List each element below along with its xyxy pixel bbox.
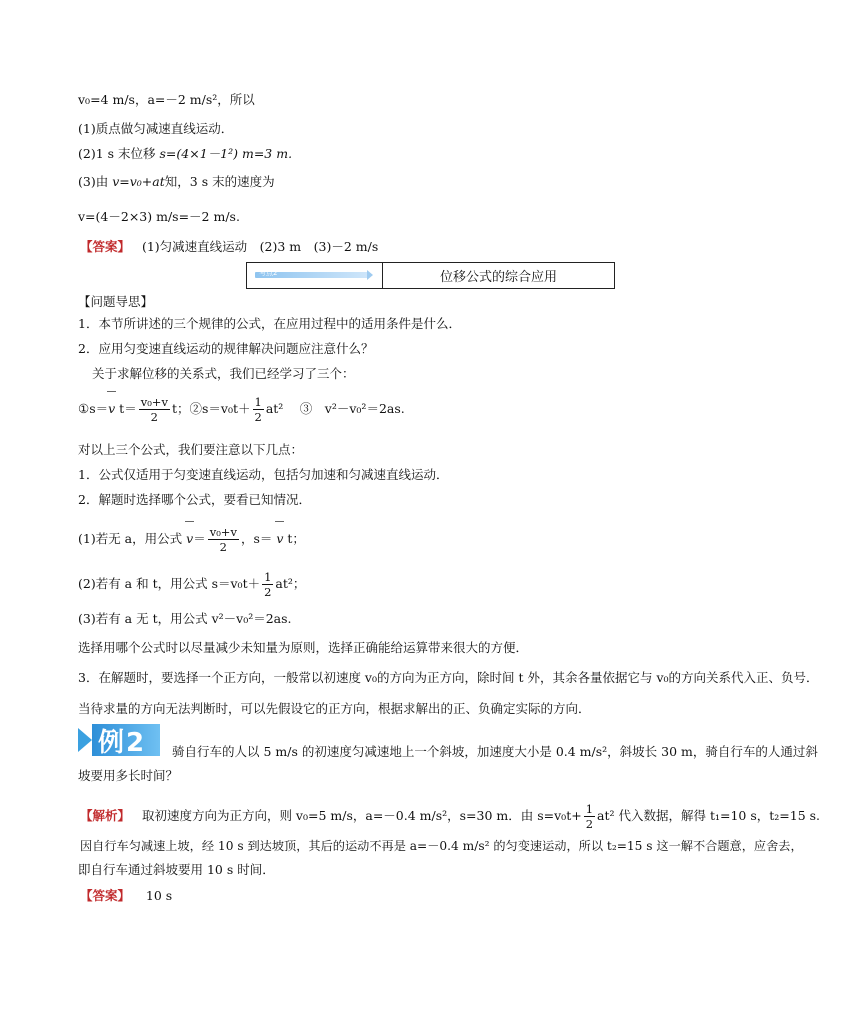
formula: v=v₀+at <box>112 174 165 189</box>
fraction <box>208 525 239 554</box>
text: (3)由 <box>78 174 109 189</box>
fraction <box>139 395 170 424</box>
topic-label-area <box>247 263 383 288</box>
solution-line-velocity: v=(4－2×3) m/s=－2 m/s. <box>78 209 240 224</box>
case-1 <box>78 525 305 554</box>
solution-line-2 <box>78 146 292 162</box>
case-3: (3)若有 a 无 t，用公式 v²－v₀²＝2as. <box>78 611 292 626</box>
case-text: (2)若有 a 和 t，用公式 s＝v₀t＋ <box>78 576 261 591</box>
answer-1 <box>80 239 378 255</box>
formula-text: t；②s＝v₀t＋ <box>171 401 251 416</box>
fraction-denominator: 2 <box>219 540 227 554</box>
formula-line <box>78 395 405 424</box>
solution-line-1: (1)质点做匀减速直线运动． <box>78 121 234 136</box>
guide-header: 【问题导思】 <box>78 294 154 309</box>
fraction-denominator: 2 <box>150 410 158 424</box>
fraction-denominator: 2 <box>585 817 594 831</box>
point-direction: 当待求量的方向无法判断时，可以先假设它的正方向，根据求解出的正、负确定实际的方向． <box>78 701 591 716</box>
case-text: ，s＝ <box>240 531 273 546</box>
guide-intro: 关于求解位移的关系式，我们已经学习了三个： <box>92 366 355 381</box>
analysis-line <box>80 802 820 831</box>
analysis-text: 取初速度方向为正方向，则 v₀=5 m/s，a=－0.4 m/s²，s=30 m．由 s=v₀t+ <box>141 808 582 823</box>
answer-2 <box>80 888 172 904</box>
case-2 <box>78 570 305 599</box>
guide-question-1: 1．本节所讲述的三个规律的公式，在应用过程中的适用条件是什么． <box>78 316 461 331</box>
topic-header-box <box>246 262 615 289</box>
text: (2)1 s 末位移 <box>78 146 156 161</box>
point-2: 2．解题时选择哪个公式，要看已知情况． <box>78 492 311 507</box>
fraction-numerator: 1 <box>585 802 594 816</box>
answer-tag: 【答案】 <box>80 239 131 254</box>
formula-text: ①s＝ <box>78 401 109 416</box>
fraction <box>584 802 595 831</box>
case-text: t； <box>287 531 305 546</box>
formula-text: at² ③ v²－v₀²＝2as. <box>265 401 405 416</box>
example-badge <box>78 724 160 756</box>
case-text: at²； <box>275 576 306 591</box>
fraction-denominator: 2 <box>254 410 262 424</box>
example-question-line-1: 骑自行车的人以 5 m/s 的初速度匀减速地上一个斜坡，加速度大小是 0.4 m/s²，斜坡长 30 m，骑自行车的人通过斜 <box>172 744 818 759</box>
fraction-numerator: 1 <box>254 395 262 409</box>
case-text: (1)若无 a，用公式 <box>78 531 183 546</box>
topic-title: 位移公式的综合应用 <box>439 270 557 285</box>
point-choose: 选择用哪个公式时以尽量减少未知量为原则，选择正确能给运算带来很大的方便． <box>78 640 529 655</box>
solution-line-given: v₀=4 m/s，a=－2 m/s²，所以 <box>78 92 255 107</box>
text: 知，3 s 末的速度为 <box>164 174 275 189</box>
example-question-line-2: 坡要用多长时间？ <box>78 768 179 783</box>
badge-label: 例2 <box>98 728 147 758</box>
avg-velocity-symbol: v <box>186 531 194 546</box>
formula: s=(4×1－1²) m=3 m. <box>159 146 293 161</box>
case-text: ＝ <box>193 531 206 546</box>
notice-line: 对以上三个公式，我们要注意以下几点： <box>78 442 304 457</box>
analysis-tag: 【解析】 <box>80 808 131 823</box>
formula-text: t＝ <box>119 401 137 416</box>
fraction-numerator: v₀+v <box>140 395 168 409</box>
badge-triangle-icon <box>78 728 92 752</box>
fraction-numerator: v₀+v <box>209 525 237 539</box>
answer-tag: 【答案】 <box>80 888 131 903</box>
answer-text: (1)匀减速直线运动 (2)3 m (3)－2 m/s <box>141 239 379 254</box>
fraction-denominator: 2 <box>264 585 272 599</box>
point-1: 1．公式仅适用于匀变速直线运动，包括匀加速和匀减速直线运动． <box>78 467 449 482</box>
analysis-text: at² 代入数据，解得 t₁=10 s，t₂=15 s. <box>597 808 821 823</box>
fraction <box>262 570 273 599</box>
fraction <box>253 395 264 424</box>
answer-text: 10 s <box>145 888 173 903</box>
topic-mini-label: 考点2 <box>259 269 278 277</box>
guide-question-2: 2．应用匀变速直线运动的规律解决问题应注意什么？ <box>78 341 374 356</box>
reason-line-1: 因自行车匀减速上坡，经 10 s 到达坡顶，其后的运动不再是 a=－0.4 m/s² 的匀变速运动，所以 t₂=15 s 这一解不合题意，应舍去， <box>80 839 803 853</box>
solution-line-3 <box>78 174 275 190</box>
arrow-right-icon <box>367 270 373 280</box>
avg-velocity-symbol: v <box>276 531 284 546</box>
reason-line-2: 即自行车通过斜坡要用 10 s 时间． <box>78 862 275 877</box>
fraction-numerator: 1 <box>264 570 272 584</box>
point-3: 3．在解题时，要选择一个正方向，一般常以初速度 v₀的方向为正方向，除时间 t 外，其余各量依据它与 v₀的方向关系代入正、负号． <box>78 670 819 685</box>
avg-velocity-symbol: v <box>108 401 116 416</box>
